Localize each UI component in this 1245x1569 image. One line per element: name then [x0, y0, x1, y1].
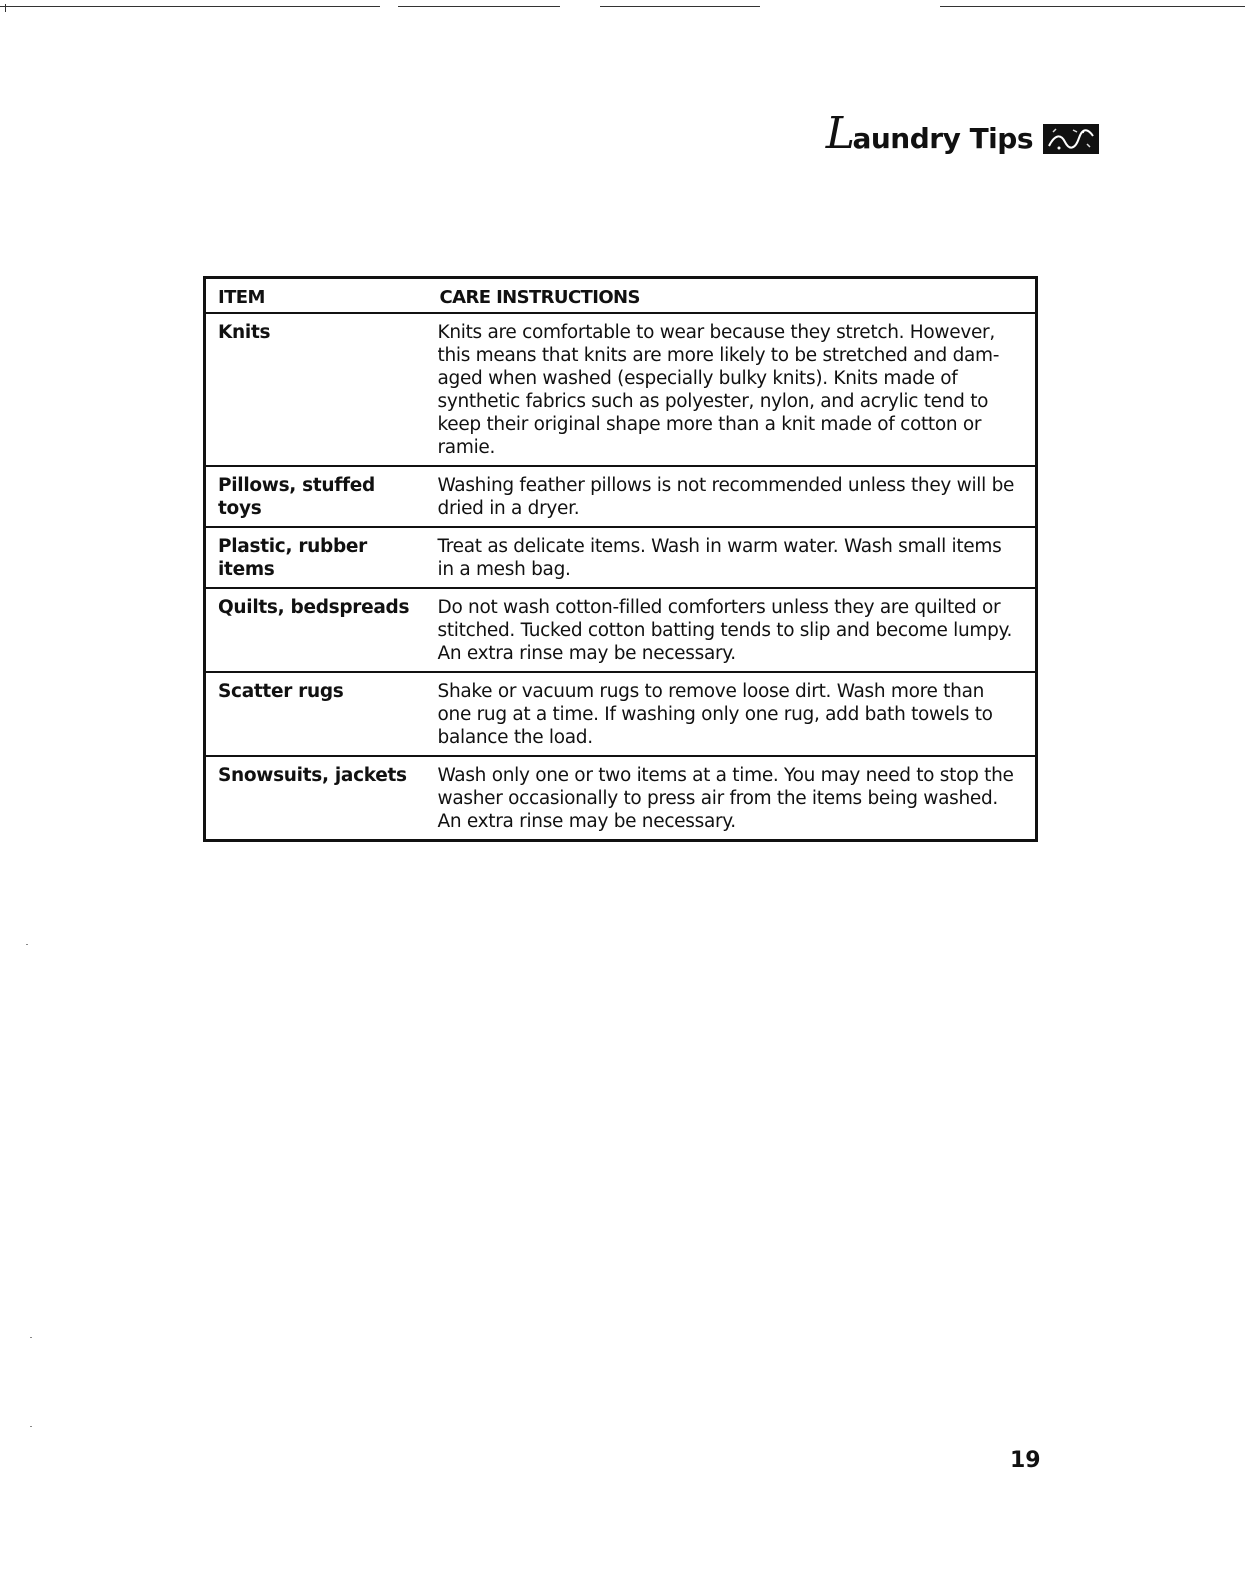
- item-cell: Pillows, stuffed toys: [205, 466, 428, 527]
- column-header-item: ITEM: [205, 278, 428, 314]
- care-cell: Knits are comfortable to wear because they stretch. However, this means that knits are more likely to be stretched and dam- aged when washed (especially bulky knits). Knits made of synthetic fabrics such as polyester, nylon, and acrylic tend to keep their original shape more than a knit made of cotton or ramie.: [428, 313, 1037, 466]
- care-cell: Washing feather pillows is not recommended unless they will be dried in a dryer.: [428, 466, 1037, 527]
- column-header-care-instructions: CARE INSTRUCTIONS: [428, 278, 1037, 314]
- top-rule: [0, 6, 1245, 7]
- table-row: [205, 466, 1037, 527]
- item-cell: Quilts, bedspreads: [205, 588, 428, 672]
- page-number: 19: [1010, 1448, 1041, 1473]
- section-title-initial: L: [825, 108, 855, 159]
- care-cell: Wash only one or two items at a time. You may need to stop the washer occasionally to press air from the items being washed. An extra rinse may be necessary.: [428, 756, 1037, 841]
- scan-speck: [30, 1337, 32, 1338]
- care-cell: Shake or vacuum rugs to remove loose dirt. Wash more than one rug at a time. If washing only one rug, add bath towels to balance the load.: [428, 672, 1037, 756]
- item-cell: Knits: [205, 313, 428, 466]
- item-cell: Scatter rugs: [205, 672, 428, 756]
- section-title-text: aundry Tips: [852, 122, 1033, 155]
- page-header: [825, 108, 1099, 159]
- item-cell: Snowsuits, jackets: [205, 756, 428, 841]
- item-cell: Plastic, rubber items: [205, 527, 428, 588]
- laundry-tips-section-icon: [1043, 124, 1099, 154]
- table-row: [205, 588, 1037, 672]
- table-row: [205, 756, 1037, 841]
- care-cell: Treat as delicate items. Wash in warm water. Wash small items in a mesh bag.: [428, 527, 1037, 588]
- scan-speck: [26, 944, 28, 945]
- table-header-row: [205, 278, 1037, 314]
- care-cell: Do not wash cotton-filled comforters unless they are quilted or stitched. Tucked cotton batting tends to slip and become lumpy. An extra rinse may be necessary.: [428, 588, 1037, 672]
- table-row: [205, 672, 1037, 756]
- crop-mark: [5, 4, 6, 12]
- care-instructions-table: [203, 276, 1038, 842]
- top-rule-gap: [380, 3, 398, 9]
- section-title: [825, 108, 1033, 159]
- top-rule-gap: [760, 3, 940, 9]
- top-rule-gap: [560, 3, 600, 9]
- table-row: [205, 527, 1037, 588]
- table-row: [205, 313, 1037, 466]
- scan-speck: [30, 1426, 32, 1427]
